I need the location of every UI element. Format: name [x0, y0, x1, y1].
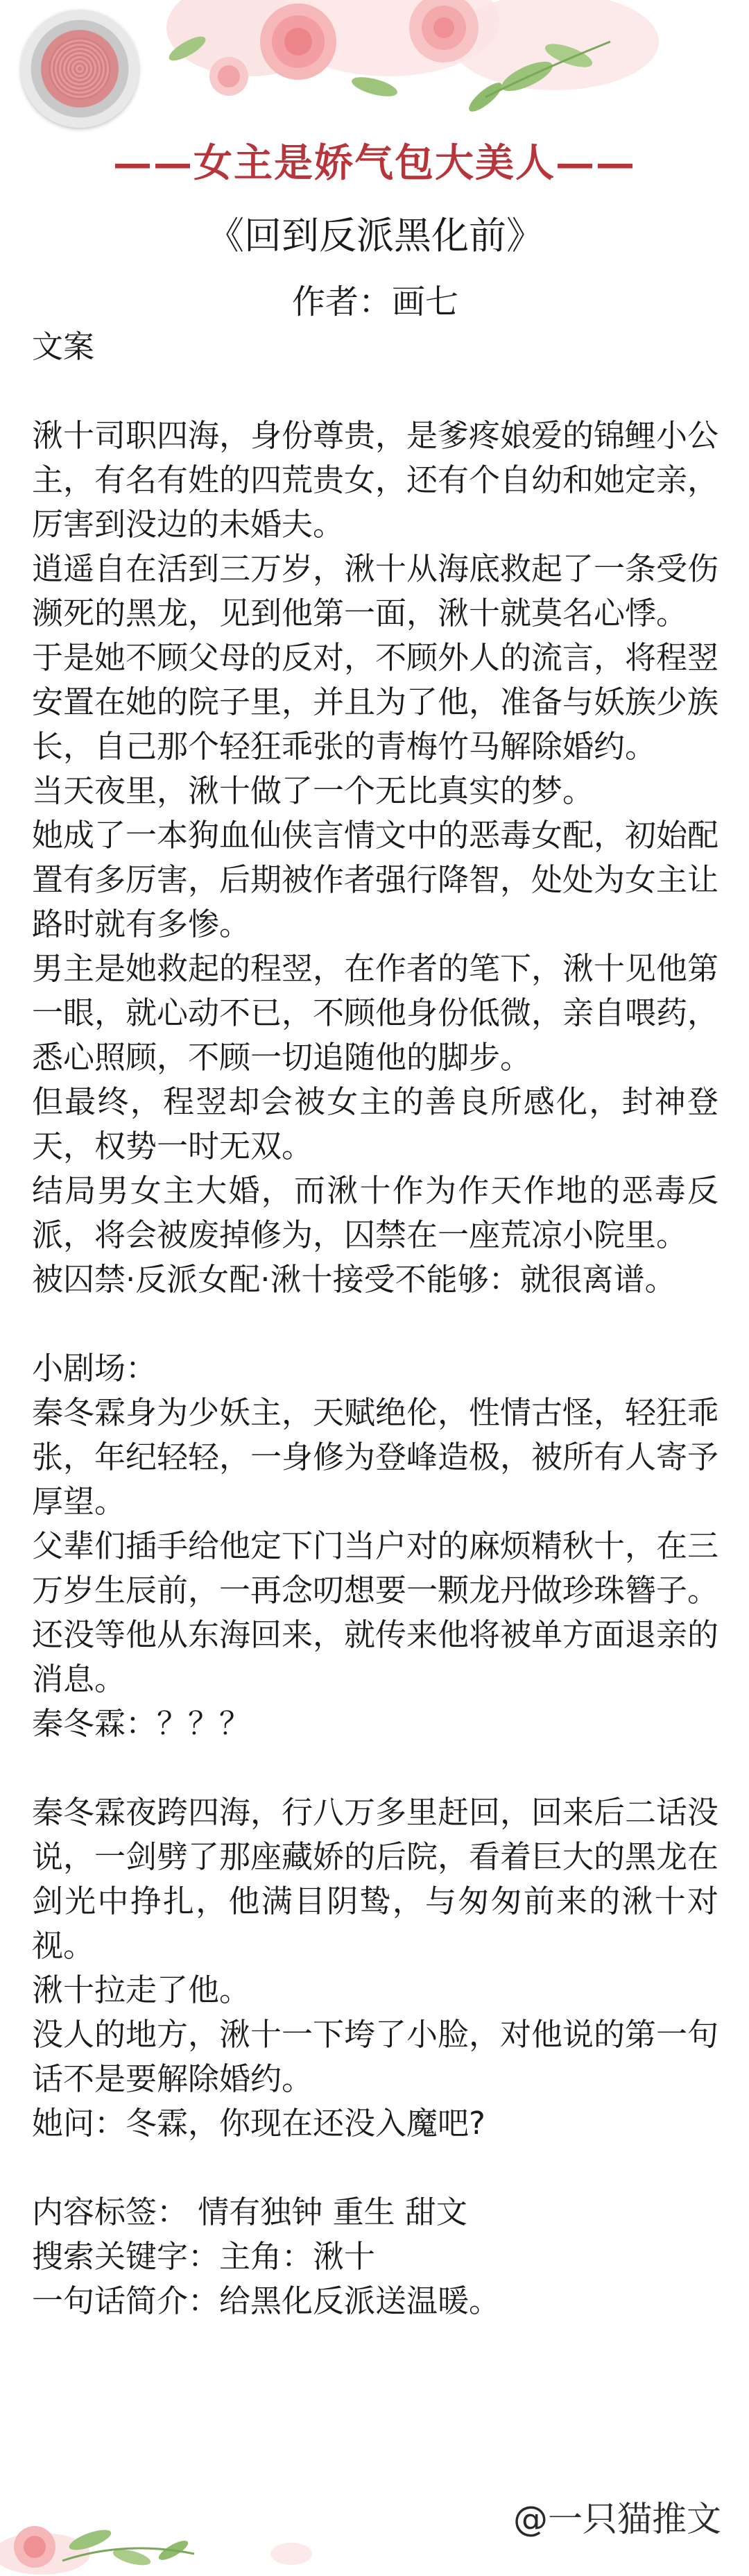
theater-paragraph: 湫十拉走了他。	[32, 1972, 251, 2008]
synopsis-paragraph: 被囚禁·反派女配·湫十接受不能够：就很离谱。	[32, 1261, 676, 1298]
author-line: 作者：画七	[291, 282, 458, 321]
theater-paragraph: 父辈们插手给他定下门当户对的麻烦精秋十，在三万岁生辰前，一再念叨想要一颗龙丹做珍珠簪子。	[32, 1527, 719, 1609]
synopsis-paragraph: 湫十司职四海，身份尊贵，是爹疼娘爱的锦鲤小公主，有名有姓的四荒贵女，还有个自幼和她定亲，厉害到没边的未婚夫。	[32, 417, 719, 543]
top-floral-decoration	[0, 0, 749, 146]
synopsis-label: 文案	[32, 328, 95, 365]
theater-label: 小剧场：	[32, 1350, 157, 1387]
synopsis-paragraph: 结局男女主大婚，而湫十作为作天作地的恶毒反派，将会被废掉修为，囚禁在一座荒凉小院里。	[32, 1172, 718, 1253]
search-keywords: 搜索关键字：主角：湫十	[32, 2238, 376, 2275]
seal-stamp-icon	[21, 10, 139, 128]
document-body	[32, 208, 718, 2323]
watermark-text: @一只猫推文	[513, 2499, 721, 2539]
theater-paragraph: 没人的地方，湫十一下垮了小脸，对他说的第一句话不是要解除婚约。	[32, 2016, 719, 2097]
theater-paragraph: 秦冬霖身为少妖主，天赋绝伦，性情古怪，轻狂乖张，年纪轻轻，一身修为登峰造极，被所有人寄予厚望。	[32, 1394, 719, 1520]
synopsis-paragraph: 当天夜里，湫十做了一个无比真实的梦。	[32, 772, 594, 809]
synopsis-paragraph: 但最终，程翌却会被女主的善良所感化，封神登天，权势一时无双。	[32, 1083, 718, 1164]
book-title: 《回到反派黑化前》	[207, 214, 544, 257]
synopsis-paragraph: 于是她不顾父母的反对，不顾外人的流言，将程翌安置在她的院子里，并且为了他，准备与妖族少族长，自己那个轻狂乖张的青梅竹马解除婚约。	[32, 639, 719, 765]
synopsis-paragraph: 她成了一本狗血仙侠言情文中的恶毒女配，初始配置有多厉害，后期被作者强行降智，处处为女主让路时就有多惨。	[32, 817, 719, 942]
theater-paragraph: 还没等他从东海回来，就传来他将被单方面退亲的消息。	[32, 1616, 719, 1697]
theater-paragraph: 秦冬霖夜跨四海，行八万多里赶回，回来后二话没说，一剑劈了那座藏娇的后院，看着巨大的黑龙在剑光中挣扎，他满目阴鸷，与匆匆前来的湫十对视。	[32, 1794, 719, 1964]
synopsis-paragraph: 逍遥自在活到三万岁，湫十从海底救起了一条受伤濒死的黑龙，见到他第一面，湫十就莫名心悸。	[32, 550, 719, 632]
rose-icon	[209, 57, 248, 96]
synopsis-paragraph: 男主是她救起的程翌，在作者的笔下，湫十见他第一眼，就心动不已，不顾他身份低微，亲自喂药，悉心照顾，不顾一切追随他的脚步。	[32, 950, 719, 1076]
theater-paragraph: 她问：冬霖，你现在还没入魔吧?	[32, 2105, 485, 2142]
theater-paragraph: 秦冬霖：？？？	[32, 1705, 251, 1742]
rose-icon	[260, 3, 336, 80]
banner-title: ——女主是娇气包大美人——	[113, 140, 636, 186]
one-line-summary: 一句话简介：给黑化反派送温暖。	[32, 2282, 501, 2319]
content-tags: 内容标签： 情有独钟 重生 甜文	[32, 2194, 467, 2230]
rose-icon	[14, 2526, 55, 2568]
